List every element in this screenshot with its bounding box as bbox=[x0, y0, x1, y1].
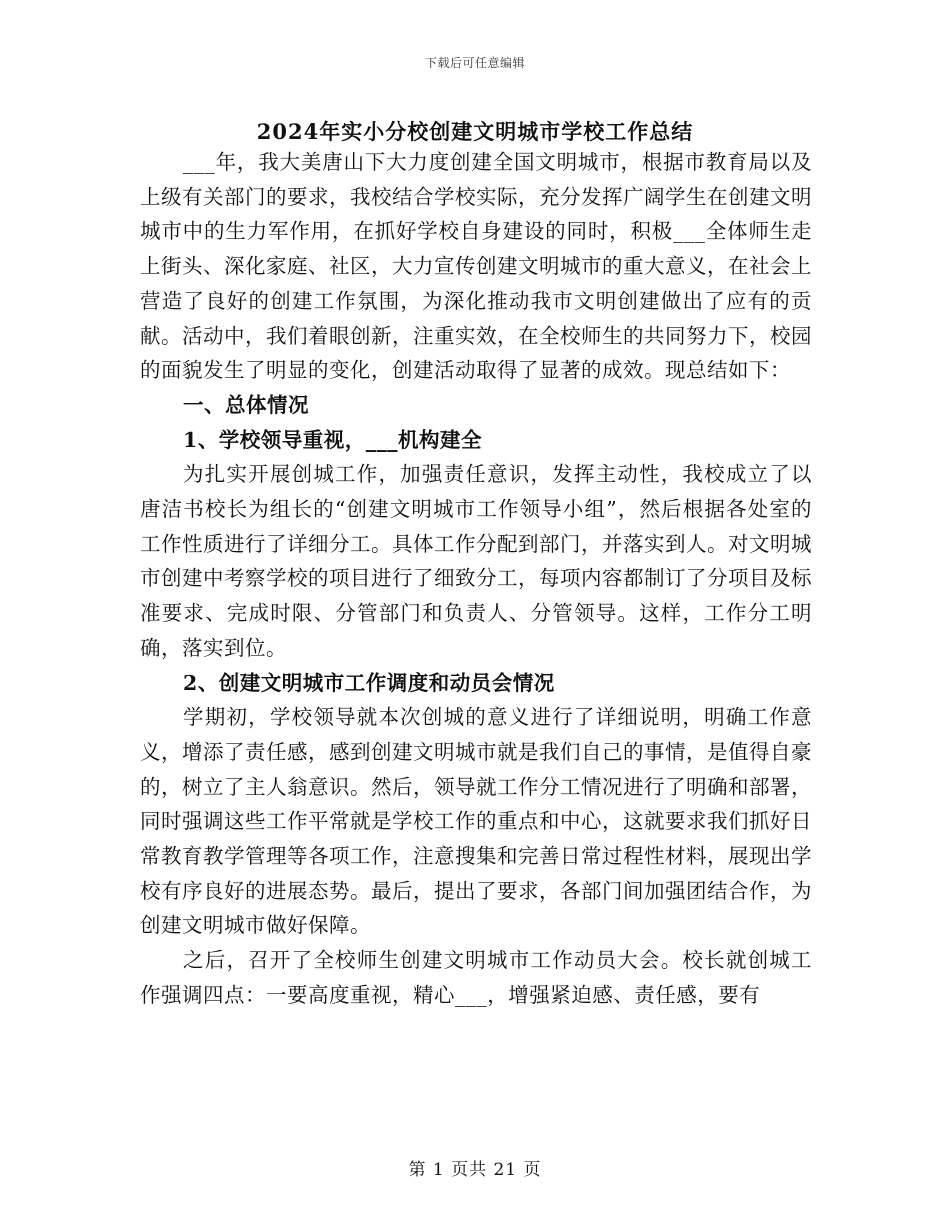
document-title: 2024年实小分校创建文明城市学校工作总结 bbox=[256, 119, 694, 144]
subsection-heading-leadership: 1、学校领导重视，___机构建全 bbox=[183, 427, 483, 452]
page-number: 第 1 页共 21 页 bbox=[408, 1160, 542, 1180]
page-header: 下载后可任意编辑 bbox=[424, 56, 525, 70]
subsection-heading-mobilization: 2、创建文明城市工作调度和动员会情况 bbox=[183, 670, 555, 695]
section-heading-overview: 一、总体情况 bbox=[183, 392, 310, 417]
document-body bbox=[140, 145, 812, 1013]
mobilization-paragraph: 学期初，学校领导就本次创城的意义进行了详细说明，明确工作意义，增添了责任感，感到创建文明城市就是我们自己的事情，是值得自豪的，树立了主人翁意识。然后，领导就工作分工情况进行了明确和部署，同时强调这些工作平常就是学校工作的重点和中心，这就要求我们抓好日常教育教学管理等各项工作，注意搜集和完善日常过程性材料，展现出学校有序良好的进展态势。最后，提出了要求，各部门间加强团结合作，为创建文明城市做好保障。 bbox=[140, 705, 812, 938]
intro-paragraph: ___年，我大美唐山下大力度创建全国文明城市，根据市教育局以及上级有关部门的要求，我校结合学校实际，充分发挥广阔学生在创建文明城市中的生力军作用，在抓好学校自身建设的同时，积极___全体师生走上街头、深化家庭、社区，大力宣传创建文明城市的重大意义，在社会上营造了良好的创建工作氛围，为深化推动我市文明创建做出了应有的贡献。活动中，我们着眼创新，注重实效，在全校师生的共同努力下，校园的面貌发生了明显的变化，创建活动取得了显著的成效。现总结如下： bbox=[140, 150, 812, 383]
leadership-paragraph: 为扎实开展创城工作，加强责任意识，发挥主动性，我校成立了以唐洁书校长为组长的“创建文明城市工作领导小组”，然后根据各处室的工作性质进行了详细分工。具体工作分配到部门，并落实到人。对文明城市创建中考察学校的项目进行了细致分工，每项内容都制订了分项目及标准要求、完成时限、分管部门和负责人、分管领导。这样，工作分工明确，落实到位。 bbox=[140, 462, 812, 660]
assembly-paragraph: 之后，召开了全校师生创建文明城市工作动员大会。校长就创城工作强调四点：一要高度重视，精心___，增强紧迫感、责任感，要有 bbox=[140, 948, 812, 1007]
